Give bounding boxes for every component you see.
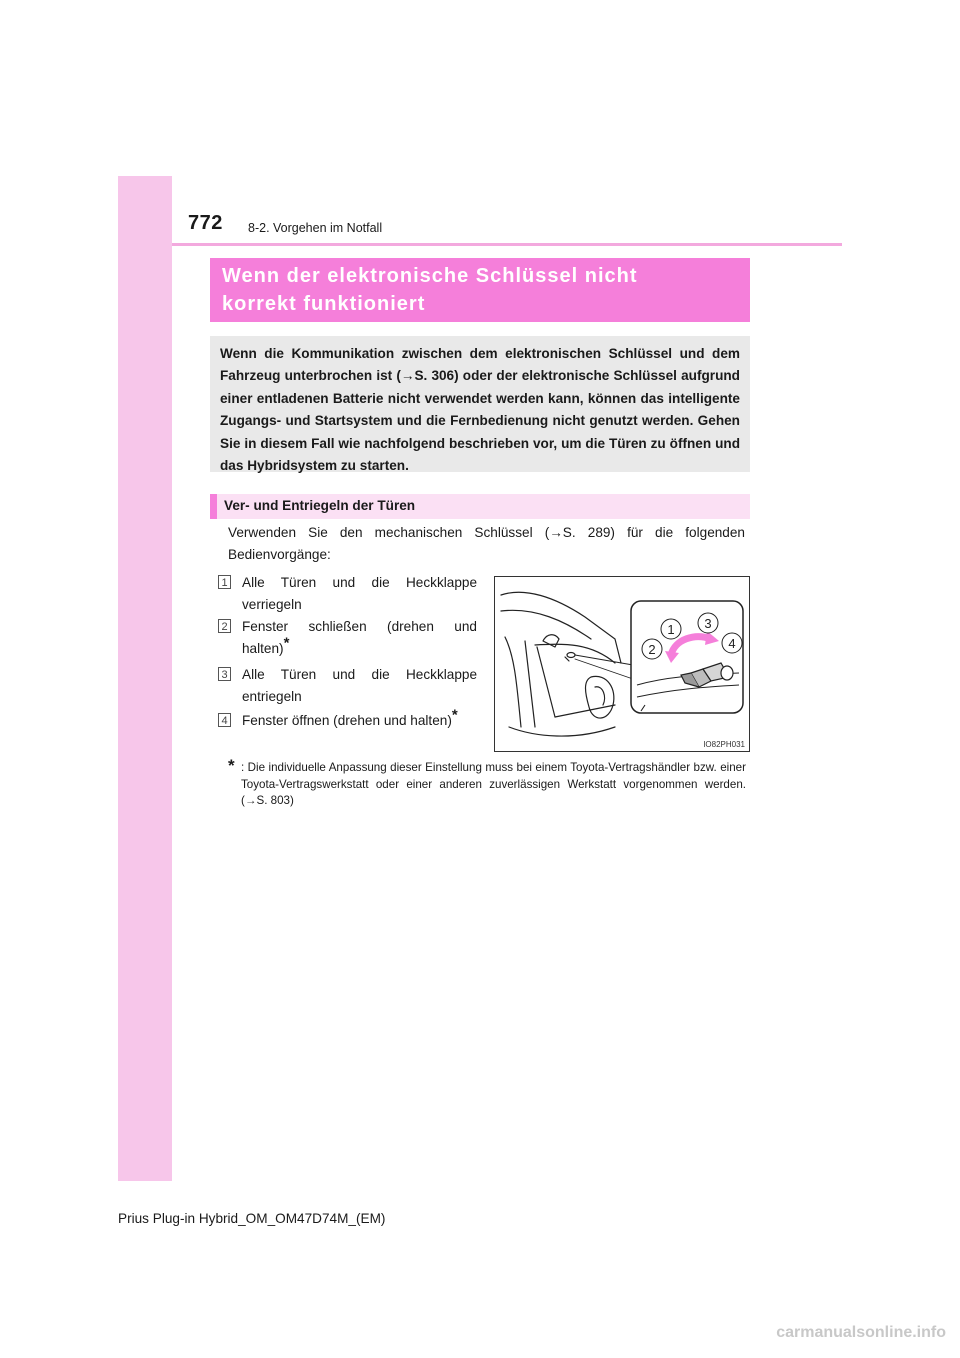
car-door-illustration — [495, 577, 749, 751]
intro-text: Wenn die Kommunikation zwischen dem elektronischen Schlüssel und dem Fahrzeug unterbrochen ist (→S. 306) oder der elektronische Schlüssel aufgrund einer entladenen Batterie nicht verwendet werden kann, können das intelligente Zugangs- und Startsystem und die Fernbedienung nicht genutzt werden. Gehen Sie in diesem Fall wie nachfolgend beschrieben vor, um die Türen zu öffnen und das Hybridsystem zu starten. — [220, 346, 740, 474]
header-rule — [172, 243, 842, 246]
subsection-accent — [210, 494, 217, 519]
title-box — [210, 258, 750, 322]
step-text-content: Fenster öffnen (drehen und halten) — [242, 713, 452, 728]
step-text-content: Alle Türen und die Heckklappe verriegeln — [242, 575, 477, 612]
step-number: 2 — [218, 619, 231, 633]
step-text — [242, 706, 477, 732]
callout-3: 3 — [704, 616, 712, 631]
figure-code: IO82PH031 — [703, 740, 745, 749]
subsection-title: Ver- und Entriegeln der Türen — [224, 498, 416, 513]
watermark: carmanualsonline.info — [776, 1324, 946, 1341]
step-number: 1 — [218, 575, 231, 589]
document-id: Prius Plug-in Hybrid_OM_OM47D74M_(EM) — [118, 1211, 386, 1226]
step-text-content: Alle Türen und die Heckklappe entriegeln — [242, 667, 477, 704]
key-figure — [494, 576, 750, 752]
page-title-line-1: Wenn der elektronische Schlüssel nicht — [222, 265, 638, 287]
page-title-line-2: korrekt funktioniert — [222, 293, 426, 315]
step-text — [242, 664, 477, 708]
step-star: * — [283, 634, 290, 652]
callout-4: 4 — [728, 636, 736, 651]
callout-2: 2 — [648, 642, 656, 657]
footnote-text: : Die individuelle Anpassung dieser Einstellung muss bei einem Toyota-Vertragshändler bzw. einer Toyota-Vertragswerkstatt oder einer anderen zuverlässigen Werkstatt vorgenommen werden. (→S. 803) — [241, 761, 746, 808]
callout-1: 1 — [667, 622, 675, 637]
step-number: 4 — [218, 713, 231, 727]
subsection-body: Verwenden Sie den mechanischen Schlüssel (→S. 289) für die folgenden Bedienvorgänge: — [228, 525, 745, 562]
side-color-strip — [118, 176, 172, 1181]
footnote-mark: * — [228, 756, 235, 775]
step-text — [242, 572, 477, 616]
subsection-header — [210, 494, 750, 519]
step-text — [242, 616, 477, 660]
step-number: 3 — [218, 667, 231, 681]
page-title — [222, 262, 738, 318]
section-label: 8-2. Vorgehen im Notfall — [248, 221, 383, 235]
step-star: * — [451, 706, 458, 724]
intro-box — [210, 336, 750, 472]
step-text-content: Fenster schließen (drehen und halten) — [242, 619, 477, 656]
page-number: 772 — [188, 212, 223, 234]
